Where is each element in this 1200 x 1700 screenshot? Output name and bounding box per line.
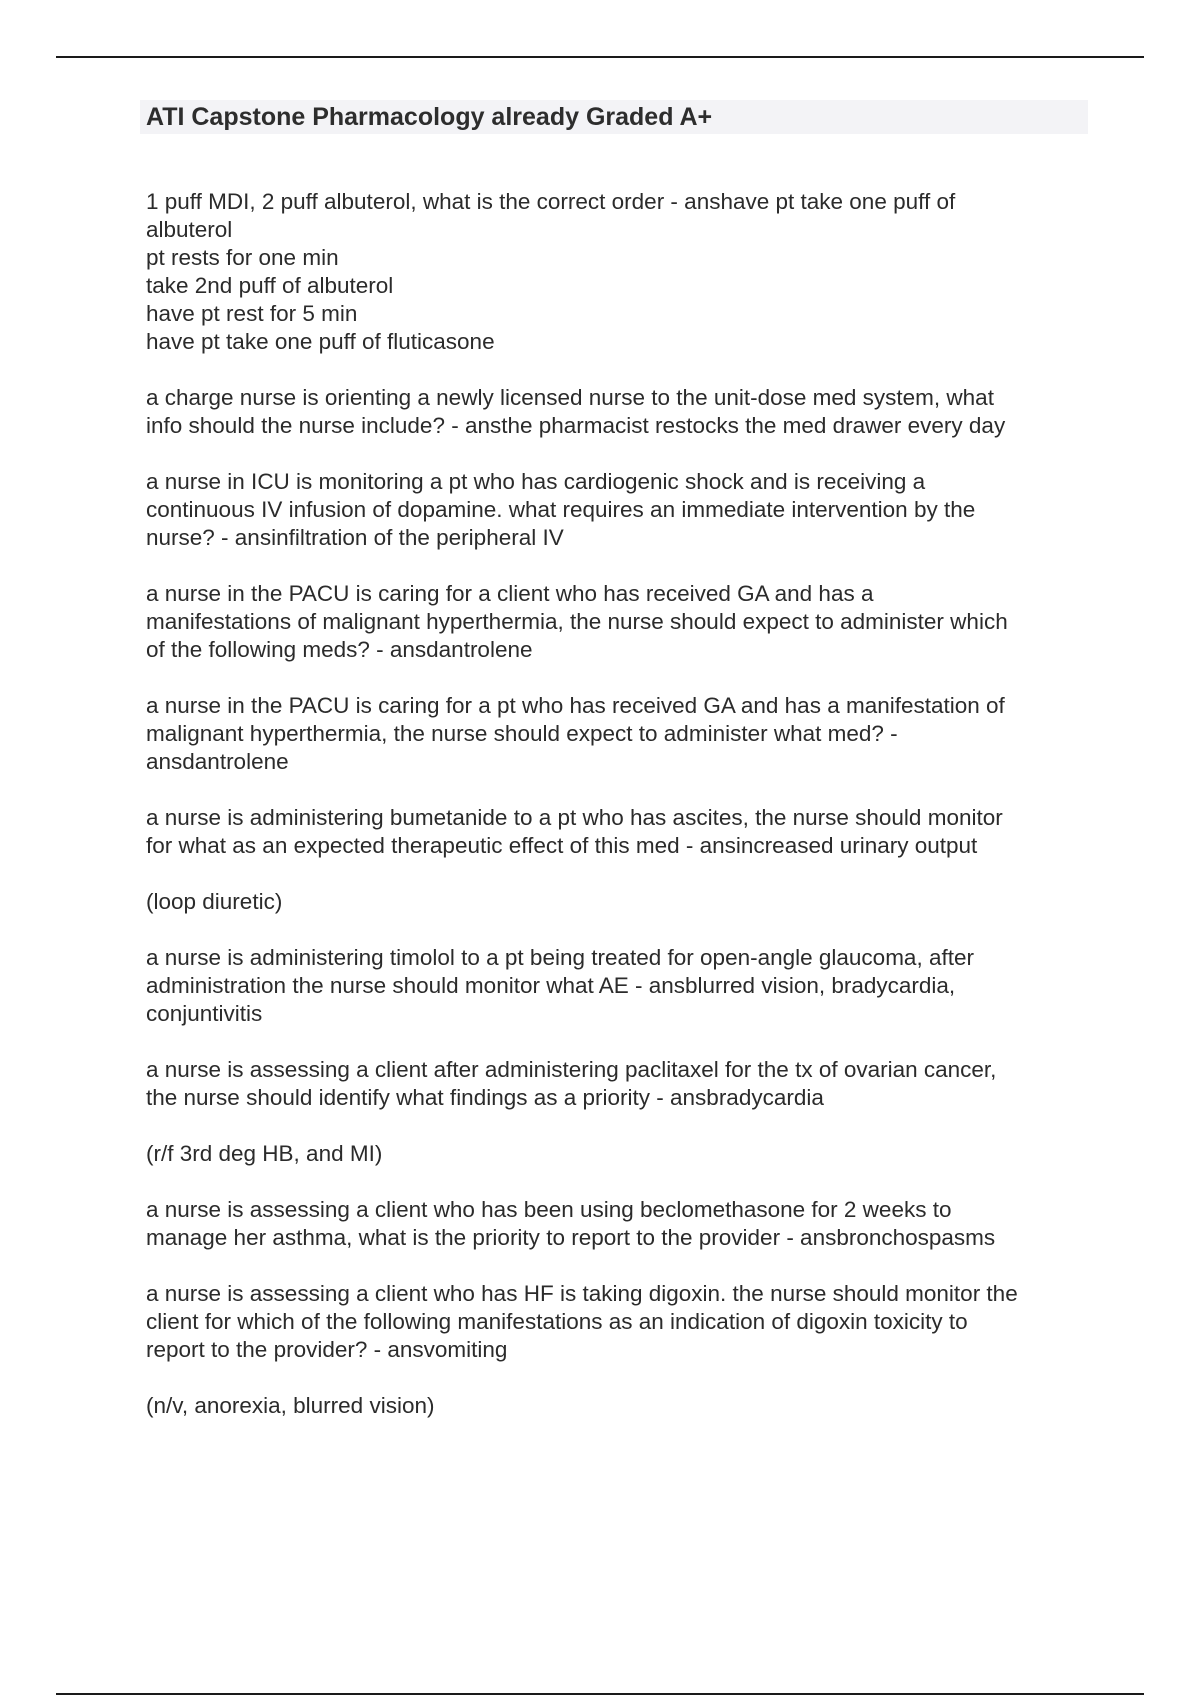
paragraph-line: (loop diuretic) (146, 889, 283, 914)
qa-paragraph (146, 188, 1086, 356)
paragraph-line: the nurse should identify what findings as a priority - ansbradycardia (146, 1085, 824, 1110)
qa-paragraph (146, 944, 1086, 1028)
paragraph-line: a nurse is assessing a client who has been using beclomethasone for 2 weeks to (146, 1197, 952, 1222)
paragraph-line: have pt take one puff of fluticasone (146, 329, 495, 354)
paragraph-line: take 2nd puff of albuterol (146, 273, 394, 298)
paragraph-line: client for which of the following manifestations as an indication of digoxin toxicity to (146, 1309, 968, 1334)
paragraph-line: manifestations of malignant hyperthermia, the nurse should expect to administer which (146, 609, 1008, 634)
paragraph-line: (n/v, anorexia, blurred vision) (146, 1393, 435, 1418)
paragraph-line: report to the provider? - ansvomiting (146, 1337, 508, 1362)
paragraph-line: ansdantrolene (146, 749, 289, 774)
qa-paragraph (146, 1140, 1086, 1168)
paragraph-line: malignant hyperthermia, the nurse should expect to administer what med? - (146, 721, 898, 746)
bottom-divider (56, 1693, 1144, 1695)
paragraph-line: (r/f 3rd deg HB, and MI) (146, 1141, 383, 1166)
qa-paragraph (146, 468, 1086, 552)
qa-paragraph (146, 1280, 1086, 1364)
paragraph-line: a charge nurse is orienting a newly licensed nurse to the unit-dose med system, what (146, 385, 994, 410)
paragraph-line: albuterol (146, 217, 233, 242)
paragraph-line: a nurse in ICU is monitoring a pt who has cardiogenic shock and is receiving a (146, 469, 926, 494)
paragraph-line: conjuntivitis (146, 1001, 263, 1026)
qa-paragraph (146, 888, 1086, 916)
document-title: ATI Capstone Pharmacology already Graded A+ (146, 103, 713, 131)
top-divider (56, 56, 1144, 58)
qa-paragraph (146, 692, 1086, 776)
qa-paragraph (146, 1196, 1086, 1252)
qa-paragraph (146, 1392, 1086, 1420)
paragraph-line: a nurse in the PACU is caring for a client who has received GA and has a (146, 581, 874, 606)
paragraph-line: a nurse is assessing a client after administering paclitaxel for the tx of ovarian cancer, (146, 1057, 997, 1082)
paragraph-line: a nurse is administering timolol to a pt being treated for open-angle glaucoma, after (146, 945, 974, 970)
paragraph-line: nurse? - ansinfiltration of the peripheral IV (146, 525, 564, 550)
paragraph-line: manage her asthma, what is the priority to report to the provider - ansbronchospasms (146, 1225, 996, 1250)
paragraph-line: of the following meds? - ansdantrolene (146, 637, 533, 662)
paragraph-line: a nurse in the PACU is caring for a pt who has received GA and has a manifestation of (146, 693, 1005, 718)
paragraph-line: continuous IV infusion of dopamine. what requires an immediate intervention by the (146, 497, 976, 522)
qa-paragraph (146, 1056, 1086, 1112)
qa-paragraph (146, 580, 1086, 664)
paragraph-line: administration the nurse should monitor what AE - ansblurred vision, bradycardia, (146, 973, 956, 998)
paragraph-line: pt rests for one min (146, 245, 339, 270)
qa-paragraph (146, 804, 1086, 860)
qa-paragraph (146, 384, 1086, 440)
paragraph-line: a nurse is administering bumetanide to a pt who has ascites, the nurse should monitor (146, 805, 1003, 830)
document-body (146, 188, 1086, 1448)
paragraph-line: for what as an expected therapeutic effect of this med - ansincreased urinary output (146, 833, 978, 858)
paragraph-line: have pt rest for 5 min (146, 301, 358, 326)
paragraph-line: 1 puff MDI, 2 puff albuterol, what is the correct order - anshave pt take one puff of (146, 189, 956, 214)
paragraph-line: a nurse is assessing a client who has HF is taking digoxin. the nurse should monitor the (146, 1281, 1018, 1306)
paragraph-line: info should the nurse include? - ansthe pharmacist restocks the med drawer every day (146, 413, 1006, 438)
